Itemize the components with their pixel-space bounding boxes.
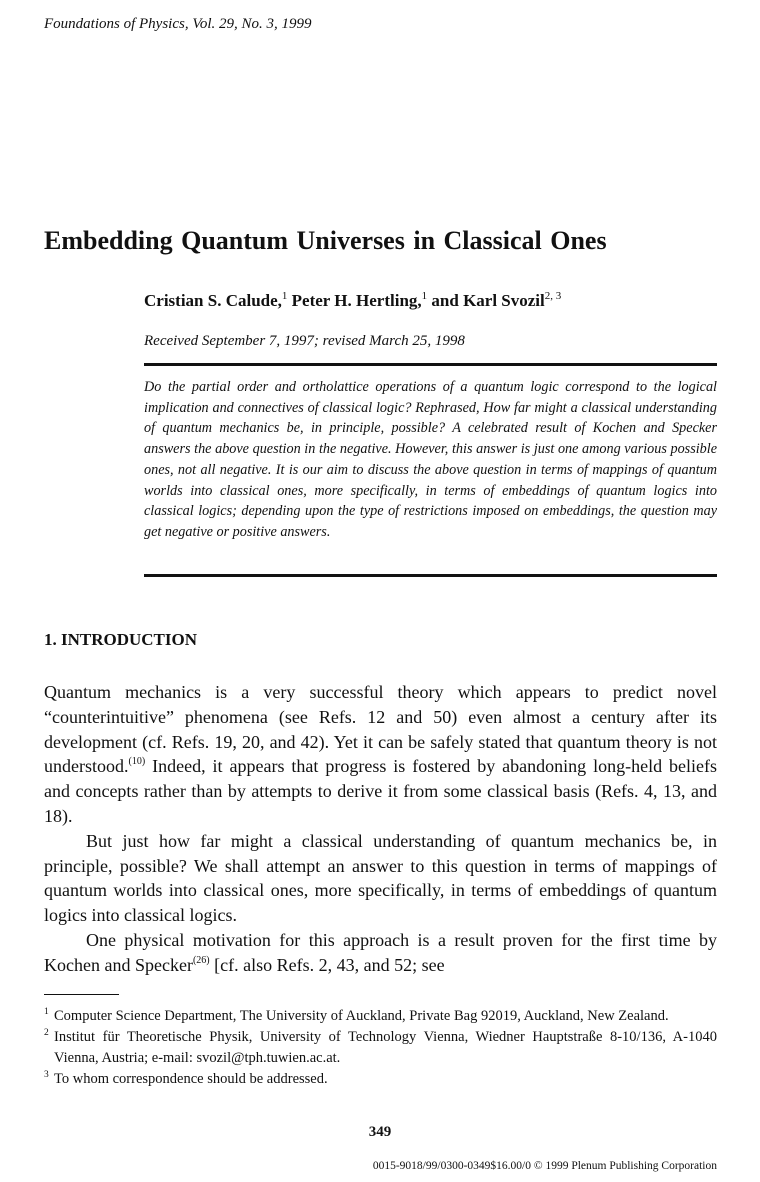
footnote-text: Institut für Theoretische Physik, University of Technology Vienna, Wiedner Hauptstraße 8-10/136, A-1040 Vienna, Austria; e-mail: svozil@tph.tuwien.ac.at. (54, 1029, 717, 1066)
page-number: 349 (368, 1124, 392, 1140)
author-affiliation-mark: 2, 3 (544, 290, 562, 302)
author-name: Peter H. Hertling, (291, 291, 422, 310)
footnote-mark: 1 (44, 1007, 49, 1017)
paragraph-text: [cf. also Refs. 2, 43, and 52; see (209, 954, 445, 975)
footnote (44, 1027, 717, 1069)
footnotes (44, 1006, 717, 1090)
paragraph (44, 928, 717, 978)
paragraph-text: One physical motivation for this approach is a result proven for the first time by Kochen and Specker (44, 929, 717, 975)
journal-citation: Foundations of Physics, Vol. 29, No. 3, 1999 (44, 16, 312, 32)
footnote (44, 1006, 717, 1027)
paragraph-text: Quantum mechanics is a very successful theory which appears to predict novel “counterintuitive” phenomena (see Refs. 12 and 50) even almost a century after its development (cf. Refs. 19, 20, and 42). Yet it can be safely stated that quantum theory is not understood. (44, 682, 717, 777)
footnote-rule (44, 994, 119, 995)
paragraph (44, 680, 717, 829)
paragraph-text: Indeed, it appears that progress is fostered by abandoning long-held beliefs and concepts rather than by attempts to derive it from some classical basis (Refs. 4, 13, and 18). (44, 756, 717, 826)
author-name: and Karl Svozil (431, 291, 545, 310)
footnote-text: To whom correspondence should be addressed. (54, 1071, 328, 1087)
received-date: Received September 7, 1997; revised March 25, 1998 (144, 333, 465, 349)
footnote-text: Computer Science Department, The University of Auckland, Private Bag 92019, Auckland, New Zealand. (54, 1008, 669, 1024)
author-affiliation-mark: 1 (281, 290, 288, 302)
footnote-mark: 3 (44, 1070, 49, 1080)
author-list (144, 290, 561, 311)
paragraph: But just how far might a classical understanding of quantum mechanics be, in principle, possible? We shall attempt an answer to this question in terms of mappings of quantum worlds into classical ones, more specifically, in terms of embeddings of quantum logics into classical logics. (44, 830, 717, 926)
author-name: Cristian S. Calude, (144, 291, 282, 310)
section-heading: 1. INTRODUCTION (44, 630, 198, 649)
citation-ref: (10) (128, 756, 146, 768)
abstract: Do the partial order and ortholattice operations of a quantum logic correspond to the logical implication and connectives of classical logic? Rephrased, How far might a classical understanding of quantum mechanics be, in principle, possible? A celebrated result of Kochen and Specker answers the above question in the negative. However, this answer is just one among various possible ones, not all negative. It is our aim to discuss the above question in terms of mappings of quantum worlds into classical ones, more specifically, in terms of embeddings of quantum logics into classical logics; depending upon the type of restrictions imposed on embeddings, the question may get negative or positive answers. (144, 379, 717, 540)
article-title: Embedding Quantum Universes in Classical Ones (44, 226, 607, 255)
footnote-mark: 2 (44, 1028, 49, 1038)
copyright-line: 0015-9018/99/0300-0349$16.00/0 © 1999 Plenum Publishing Corporation (372, 1160, 717, 1172)
citation-ref: (26) (192, 954, 210, 966)
abstract-top-rule (144, 363, 717, 366)
author-affiliation-mark: 1 (421, 290, 428, 302)
body-text (44, 680, 717, 978)
abstract-bottom-rule (144, 574, 717, 577)
footnote (44, 1069, 717, 1090)
